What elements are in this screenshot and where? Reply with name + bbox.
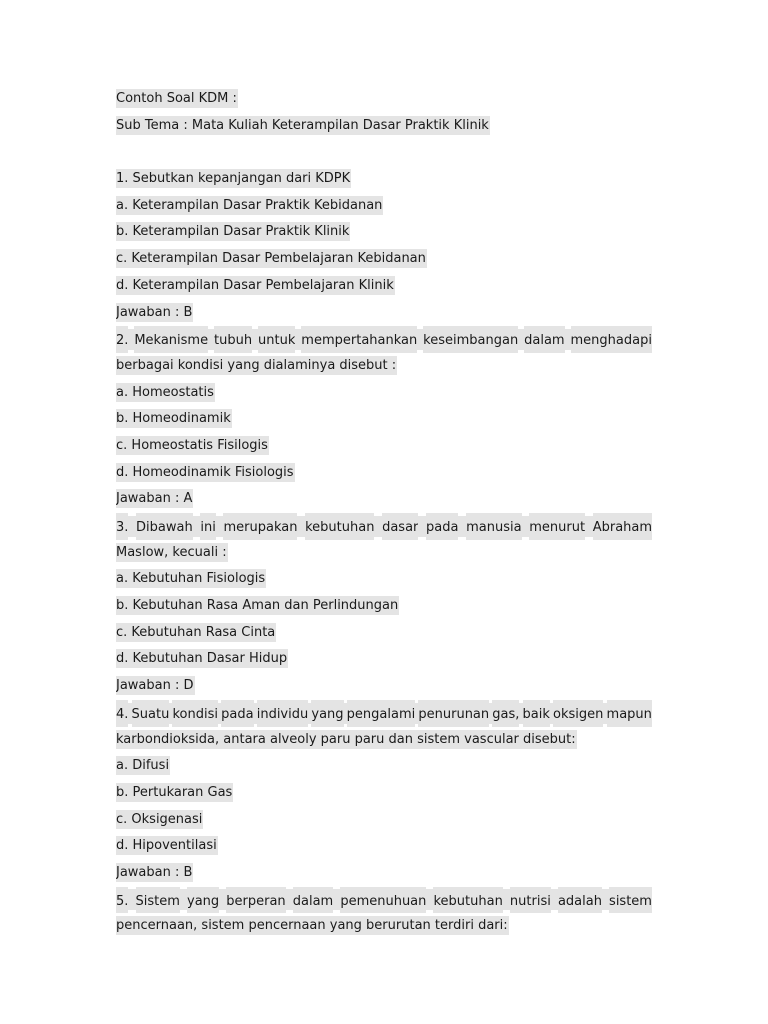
question-4-option-b [116, 780, 652, 807]
question-word: dalam [293, 887, 333, 914]
question-text: 1. Sebutkan kepanjangan dari KDPK [116, 171, 351, 187]
option-text: a. Homeostatis [116, 384, 214, 400]
question-word: 2. [116, 326, 128, 353]
word-gap [585, 516, 593, 537]
question-word: individu [257, 700, 309, 727]
word-gap [333, 889, 340, 910]
answer-text: Jawaban : A [116, 491, 193, 507]
word-gap [551, 889, 558, 910]
doc-title-line [116, 86, 652, 113]
option-text: a. Difusi [116, 758, 170, 774]
question-4-option-a [116, 753, 652, 780]
option-text: b. Homeodinamik [116, 411, 231, 427]
question-word: yang [187, 887, 219, 914]
question-2-option-a [116, 380, 652, 407]
question-word: pengalami [347, 700, 416, 727]
question-1-option-a [116, 193, 652, 220]
question-word: sistem [609, 887, 652, 914]
question-3-option-d [116, 646, 652, 673]
question-word: merupakan [223, 513, 297, 540]
question-text: karbondioksida, antara alveoly paru paru dan sistem vascular disebut: [116, 731, 576, 747]
word-gap [297, 516, 305, 537]
option-text: b. Kebutuhan Rasa Aman dan Perlindungan [116, 598, 399, 614]
question-3-answer [116, 673, 652, 700]
question-word: Abraham [593, 513, 652, 540]
option-text: d. Kebutuhan Dasar Hidup [116, 651, 288, 667]
question-2-option-c [116, 433, 652, 460]
word-gap [128, 516, 136, 537]
word-gap [180, 889, 187, 910]
question-text: Maslow, kecuali : [116, 544, 227, 560]
question-1 [116, 166, 652, 193]
question-word: keseimbangan [423, 326, 518, 353]
option-text: c. Keterampilan Dasar Pembelajaran Kebidanan [116, 251, 426, 267]
question-word: untuk [258, 326, 295, 353]
question-word: tubuh [214, 326, 252, 353]
question-word: kondisi [172, 700, 218, 727]
option-text: a. Keterampilan Dasar Praktik Kebidanan [116, 197, 383, 213]
question-word: baik [523, 700, 550, 727]
question-word: dasar [382, 513, 418, 540]
word-gap [193, 516, 201, 537]
question-4-answer [116, 860, 652, 887]
question-text: pencernaan, sistem pencernaan yang berurutan terdiri dari: [116, 918, 508, 934]
question-2-line-2 [116, 353, 652, 380]
question-1-option-d [116, 273, 652, 300]
option-text: c. Homeostatis Fisilogis [116, 437, 268, 453]
question-word: Mekanisme [134, 326, 208, 353]
question-2-line-1 [116, 326, 652, 353]
option-text: b. Pertukaran Gas [116, 784, 233, 800]
doc-subtitle: Sub Tema : Mata Kuliah Keterampilan Dasar Praktik Klinik [116, 117, 489, 133]
question-word: berperan [226, 887, 285, 914]
word-gap [374, 516, 382, 537]
question-3-option-b [116, 593, 652, 620]
question-2-option-d [116, 460, 652, 487]
answer-text: Jawaban : B [116, 304, 193, 320]
question-4-option-d [116, 833, 652, 860]
question-word: gas, [492, 700, 519, 727]
option-text: d. Hipoventilasi [116, 838, 217, 854]
word-gap [522, 516, 530, 537]
option-text: c. Oksigenasi [116, 811, 203, 827]
question-2-option-b [116, 406, 652, 433]
question-3-line-1 [116, 513, 652, 540]
question-word: adalah [558, 887, 602, 914]
document-page [116, 86, 652, 940]
question-1-option-b [116, 219, 652, 246]
word-gap [219, 889, 226, 910]
question-word: pada [221, 700, 253, 727]
question-word: kebutuhan [433, 887, 502, 914]
doc-subtitle-line [116, 113, 652, 140]
question-word: dalam [524, 326, 564, 353]
question-5-line-1 [116, 887, 652, 914]
question-3-option-a [116, 566, 652, 593]
word-gap [426, 889, 433, 910]
question-word: 5. [116, 887, 128, 914]
blank-line [116, 139, 652, 166]
question-word: pada [426, 513, 458, 540]
question-3-option-c [116, 620, 652, 647]
word-gap [128, 889, 135, 910]
doc-title: Contoh Soal KDM : [116, 91, 237, 106]
question-1-option-c [116, 246, 652, 273]
option-text: d. Keterampilan Dasar Pembelajaran Klinik [116, 277, 394, 293]
word-gap [458, 516, 466, 537]
question-word: Sistem [136, 887, 180, 914]
question-1-answer [116, 300, 652, 327]
word-gap [418, 516, 426, 537]
word-gap [216, 516, 224, 537]
answer-text: Jawaban : D [116, 678, 194, 694]
question-word: mapun [607, 700, 652, 727]
question-word: nutrisi [510, 887, 551, 914]
word-gap [286, 889, 293, 910]
question-word: 3. [116, 513, 128, 540]
question-word: oksigen [553, 700, 603, 727]
question-5-line-2 [116, 913, 652, 940]
question-text: berbagai kondisi yang dialaminya disebut : [116, 357, 397, 373]
question-word: ini [200, 513, 215, 540]
question-word: menurut [529, 513, 585, 540]
question-word: 4. [116, 700, 128, 727]
option-text: d. Homeodinamik Fisiologis [116, 464, 294, 480]
question-2-answer [116, 486, 652, 513]
question-4-option-c [116, 807, 652, 834]
question-word: Suatu [132, 700, 170, 727]
option-text: c. Kebutuhan Rasa Cinta [116, 624, 276, 640]
option-text: a. Kebutuhan Fisiologis [116, 571, 266, 587]
answer-text: Jawaban : B [116, 864, 193, 880]
question-word: Dibawah [136, 513, 193, 540]
word-gap [503, 889, 510, 910]
question-word: yang [311, 700, 343, 727]
word-gap [602, 889, 609, 910]
question-3-line-2 [116, 540, 652, 567]
question-word: menghadapi [571, 326, 652, 353]
question-4-line-1 [116, 700, 652, 727]
question-word: pemenuhuan [340, 887, 426, 914]
question-word: mempertahankan [301, 326, 417, 353]
question-4-line-2 [116, 727, 652, 754]
question-word: manusia [466, 513, 521, 540]
question-word: kebutuhan [305, 513, 374, 540]
question-word: penurunan [418, 700, 489, 727]
option-text: b. Keterampilan Dasar Praktik Klinik [116, 224, 350, 240]
